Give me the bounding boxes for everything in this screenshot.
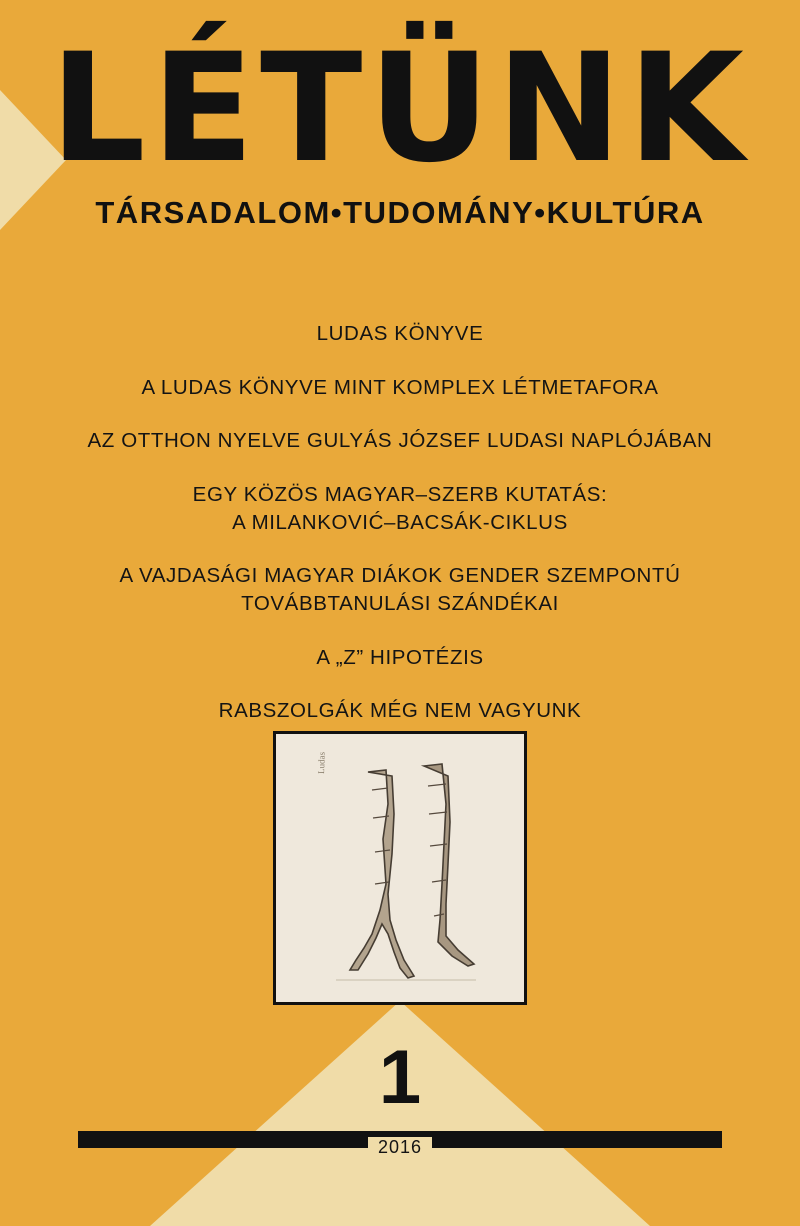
contents-entry [0,320,800,348]
contents-entry-line1: RABSZOLGÁK MÉG NEM VAGYUNK [218,699,582,723]
contents-entry [0,644,800,672]
contents-entry-line1: AZ OTTHON NYELVE GULYÁS JÓZSEF LUDASI NAPLÓJÁBAN [87,429,713,453]
contents-entry-line2: A MILANKOVIĆ–BACSÁK-CIKLUS [232,510,568,534]
issue-year-text: 2016 [368,1137,432,1157]
contents-entry-line2: TOVÁBBTANULÁSI SZÁNDÉKAI [241,592,559,616]
contents-entry [0,427,800,455]
masthead [0,22,800,231]
contents-entry [0,374,800,402]
issue-year [0,1137,800,1158]
journal-subtitle: TÁRSADALOM•TUDOMÁNY•KULTÚRA [95,194,705,230]
carved-sticks-drawing-icon [276,734,524,1002]
contents-list [0,320,800,751]
cover-illustration [273,731,527,1005]
contents-entry-line1: A „Z” HIPOTÉZIS [316,645,484,669]
contents-entry-line1: A LUDAS KÖNYVE MINT KOMPLEX LÉTMETAFORA [141,375,659,399]
contents-entry [0,562,800,617]
contents-entry-line1: A VAJDASÁGI MAGYAR DIÁKOK GENDER SZEMPONTÚ [119,564,681,588]
journal-title: LÉTÜNK [50,22,750,196]
svg-text:Ludas: Ludas [316,751,327,775]
contents-entry-line1: EGY KÖZÖS MAGYAR–SZERB KUTATÁS: [192,483,608,507]
contents-entry-line1: LUDAS KÖNYVE [316,322,484,345]
contents-entry [0,697,800,725]
contents-entry [0,481,800,536]
issue-number: 1 [378,1035,422,1120]
